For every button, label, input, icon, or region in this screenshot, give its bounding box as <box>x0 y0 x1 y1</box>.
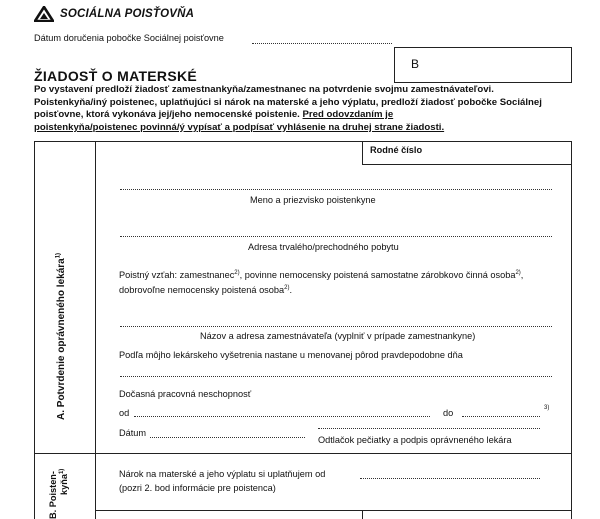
insurance-line-2: dobrovoľne nemocensky poistená osoba$^{2)}$. <box>119 284 293 295</box>
section-b-bottom-line <box>95 510 572 511</box>
instruction-line-4: poistenkyňa/poistenec povinná/ý vypísať a podpísať vyhlásenie na druhej strane žiadosti. <box>34 121 445 133</box>
section-b-label: B. Poisten- kyňa$^{1)}$ <box>48 468 69 519</box>
section-divider <box>34 453 572 454</box>
logo-triangle-icon <box>34 6 54 22</box>
incapacity-to-field[interactable] <box>462 416 540 417</box>
from-label: od <box>119 408 130 418</box>
label-column-divider <box>95 141 96 519</box>
claim-date-field[interactable] <box>360 478 540 479</box>
employer-field[interactable] <box>120 326 552 327</box>
insurance-relation[interactable] <box>119 268 523 298</box>
instruction-line-1: Po vystavení predloží žiadosť zamestnankyňa/zamestnanec na potvrdenie svojmu zamestnávateľovi. <box>34 84 494 95</box>
section-a-label: A. Potvrdenie oprávneného lekára$^{1)}$ <box>55 252 67 420</box>
address-label: Adresa trvalého/prechodného pobytu <box>248 242 399 252</box>
instruction-line-2: Poistenkyňa/iný poistenec, uplatňujúci si nárok na materské a jeho výplatu, predloží žiadosť pobočke Sociálnej <box>34 96 542 108</box>
incapacity-from-field[interactable] <box>134 416 430 417</box>
org-name: SOCIÁLNA POISŤOVŇA <box>60 8 195 20</box>
name-field[interactable] <box>120 189 552 190</box>
date-label: Dátum <box>119 428 147 438</box>
form-title: ŽIADOSŤ O MATERSKÉ <box>34 68 198 84</box>
logo <box>34 6 54 22</box>
insurance-line-1: Poistný vzťah: zamestnanec$^{2)}$, povinne nemocensky poistená samostatne zárobkovo činná osoba$^{2)}$, <box>119 269 524 280</box>
employer-label: Názov a adresa zamestnávateľa (vyplniť v prípade zamestnankyne) <box>200 331 476 341</box>
receipt-date-field[interactable] <box>252 43 392 44</box>
section-b-column-line <box>362 510 363 519</box>
claim-label: Nárok na materské a jeho výplatu si uplatňujem od <box>119 469 326 479</box>
instruction-line-3: poisťovne, ktorá vykonáva jej/jeho nemocenské poistenie. Pred odovzdaním je <box>34 109 394 121</box>
birth-number-label: Rodné číslo <box>370 145 423 155</box>
table-left-border <box>34 141 35 519</box>
claim-note: (pozri 2. bod informácie pre poistenca) <box>119 483 276 493</box>
to-label: do <box>443 408 454 418</box>
instructions <box>34 84 542 134</box>
to-footnote: 3) <box>544 405 550 411</box>
name-label: Meno a priezvisko poistenkyne <box>250 195 376 205</box>
receipt-date-label: Dátum doručenia pobočke Sociálnej poisťovne <box>34 33 224 43</box>
signature-field[interactable] <box>318 428 540 429</box>
date-field[interactable] <box>150 437 305 438</box>
form-code-box <box>394 47 572 83</box>
table-right-border <box>571 141 572 519</box>
form-code: B <box>411 57 420 71</box>
stamp-label: Odtlačok pečiatky a podpis oprávneného lekára <box>318 435 512 445</box>
address-field[interactable] <box>120 236 552 237</box>
expected-birth-field[interactable] <box>120 376 552 377</box>
incapacity-label: Dočasná pracovná neschopnosť <box>119 389 252 399</box>
expected-birth-text: Podľa môjho lekárskeho vyšetrenia nastane u menovanej pôrod pravdepodobne dňa <box>119 350 463 360</box>
